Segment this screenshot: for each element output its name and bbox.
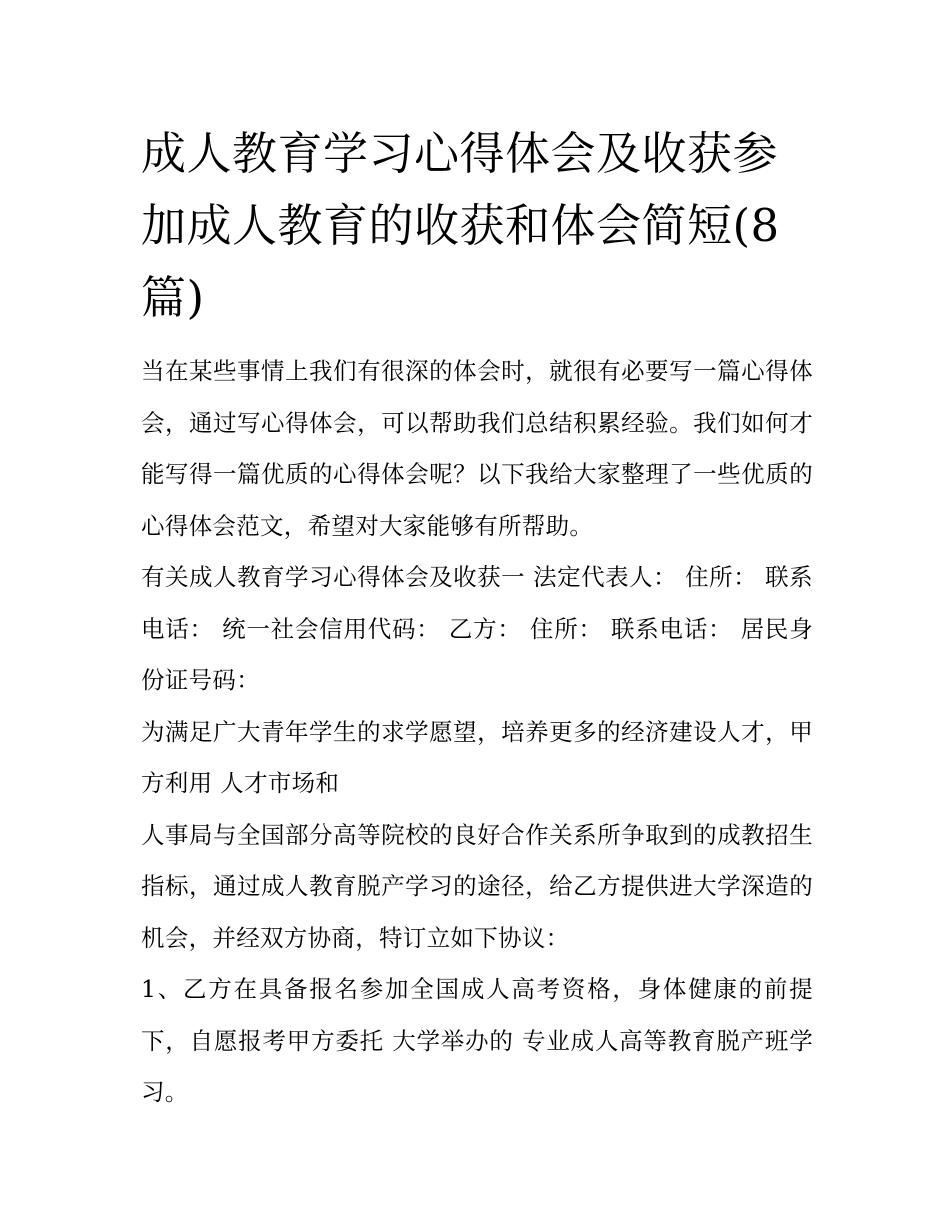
- intro-paragraph: 当在某些事情上我们有很深的体会时，就很有必要写一篇心得体会，通过写心得体会，可以帮助我们总结积累经验。我们如何才能写得一篇优质的心得体会呢？以下我给大家整理了一些优质的心得体会范文，希望对大家能够有所帮助。: [141, 357, 813, 540]
- section-heading-paragraph: 有关成人教育学习心得体会及收获一 法定代表人： 住所： 联系电话： 统一社会信用代码： 乙方： 住所： 联系电话： 居民身份证号码：: [141, 563, 813, 694]
- numbered-clause: 1、乙方在具备报名参加全国成人高考资格，身体健康的前提下，自愿报考甲方委托 大学举办的 专业成人高等教育脱产班学习。: [141, 975, 813, 1106]
- document-body: [141, 118, 813, 1119]
- document-title: 成人教育学习心得体会及收获参加成人教育的收获和体会简短(8篇): [141, 127, 780, 324]
- body-paragraph: 人事局与全国部分高等院校的良好合作关系所争取到的成教招生指标，通过成人教育脱产学习的途径，给乙方提供进大学深造的机会，并经双方协商，特订立如下协议：: [141, 820, 813, 952]
- body-paragraph: 为满足广大青年学生的求学愿望，培养更多的经济建设人才，甲方利用 人才市场和: [141, 717, 813, 797]
